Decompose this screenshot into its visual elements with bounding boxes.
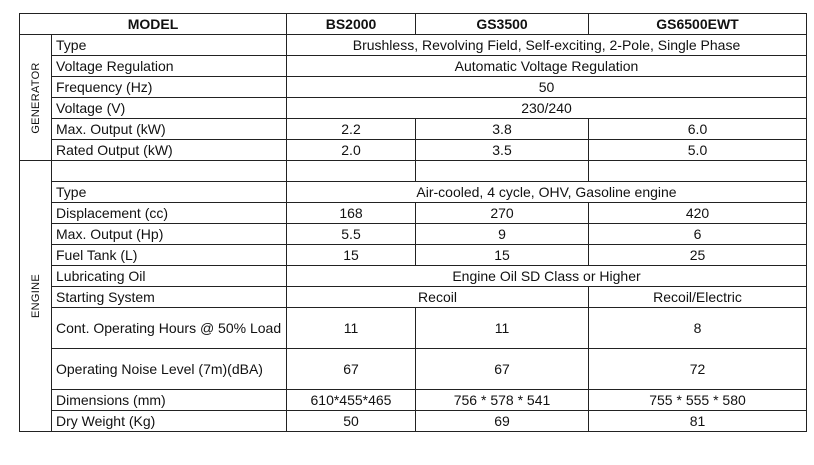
table-row (20, 140, 807, 161)
row-label: Voltage (V) (52, 98, 287, 119)
header-row (20, 14, 807, 35)
header-model: MODEL (20, 14, 287, 35)
row-label: Dimensions (mm) (52, 390, 287, 411)
cell-value: 420 (589, 203, 807, 224)
cell-value: Air-cooled, 4 cycle, OHV, Gasoline engine (287, 182, 807, 203)
cell-value: Engine Oil SD Class or Higher (287, 266, 807, 287)
cell-value: 5.0 (589, 140, 807, 161)
header-bs2000: BS2000 (287, 14, 416, 35)
cell-value: Brushless, Revolving Field, Self-exciting, 2-Pole, Single Phase (287, 35, 807, 56)
cell-value: 8 (589, 308, 807, 349)
table-row (20, 308, 807, 349)
table-row (20, 35, 807, 56)
cell-value: Recoil (287, 287, 589, 308)
row-label: Starting System (52, 287, 287, 308)
table-row (20, 98, 807, 119)
cell-value: 81 (589, 411, 807, 432)
table-row (20, 390, 807, 411)
empty-cell (52, 161, 287, 182)
row-label: Max. Output (Hp) (52, 224, 287, 245)
cell-value: 25 (589, 245, 807, 266)
table-row (20, 287, 807, 308)
empty-cell (416, 161, 589, 182)
row-label: Frequency (Hz) (52, 77, 287, 98)
row-label: Type (52, 182, 287, 203)
cell-value: Automatic Voltage Regulation (287, 56, 807, 77)
table-row (20, 56, 807, 77)
section-generator (20, 35, 52, 161)
header-gs6500ewt: GS6500EWT (589, 14, 807, 35)
cell-value: 270 (416, 203, 589, 224)
cell-value: 2.2 (287, 119, 416, 140)
cell-value: 2.0 (287, 140, 416, 161)
section-engine (20, 161, 52, 432)
table-row (20, 119, 807, 140)
cell-value: 3.5 (416, 140, 589, 161)
row-label: Fuel Tank (L) (52, 245, 287, 266)
cell-value: 72 (589, 349, 807, 390)
cell-value: 755 * 555 * 580 (589, 390, 807, 411)
header-gs3500: GS3500 (416, 14, 589, 35)
empty-cell (287, 161, 416, 182)
row-label: Rated Output (kW) (52, 140, 287, 161)
table-row (20, 411, 807, 432)
row-label: Cont. Operating Hours @ 50% Load (52, 308, 287, 349)
cell-value: 11 (287, 308, 416, 349)
cell-value: 67 (287, 349, 416, 390)
spec-table (19, 13, 807, 432)
cell-value: 67 (416, 349, 589, 390)
row-label: Displacement (cc) (52, 203, 287, 224)
section-engine-label: ENGINE (29, 274, 42, 318)
cell-value: 756 * 578 * 541 (416, 390, 589, 411)
row-label: Dry Weight (Kg) (52, 411, 287, 432)
cell-value: 6 (589, 224, 807, 245)
cell-value: 6.0 (589, 119, 807, 140)
row-label: Operating Noise Level (7m)(dBA) (52, 349, 287, 390)
cell-value: 69 (416, 411, 589, 432)
cell-value: 168 (287, 203, 416, 224)
table-row (20, 182, 807, 203)
cell-value: 15 (287, 245, 416, 266)
row-label: Lubricating Oil (52, 266, 287, 287)
spacer-row (20, 161, 807, 182)
cell-value: 50 (287, 77, 807, 98)
table-row (20, 224, 807, 245)
cell-value: 5.5 (287, 224, 416, 245)
cell-value: 50 (287, 411, 416, 432)
cell-value: Recoil/Electric (589, 287, 807, 308)
cell-value: 610*455*465 (287, 390, 416, 411)
table-row (20, 266, 807, 287)
table-row (20, 245, 807, 266)
empty-cell (589, 161, 807, 182)
cell-value: 15 (416, 245, 589, 266)
table-row (20, 203, 807, 224)
row-label: Max. Output (kW) (52, 119, 287, 140)
row-label: Voltage Regulation (52, 56, 287, 77)
cell-value: 11 (416, 308, 589, 349)
table-row (20, 77, 807, 98)
section-generator-label: GENERATOR (29, 61, 42, 134)
row-label: Type (52, 35, 287, 56)
table-row (20, 349, 807, 390)
cell-value: 230/240 (287, 98, 807, 119)
cell-value: 9 (416, 224, 589, 245)
cell-value: 3.8 (416, 119, 589, 140)
